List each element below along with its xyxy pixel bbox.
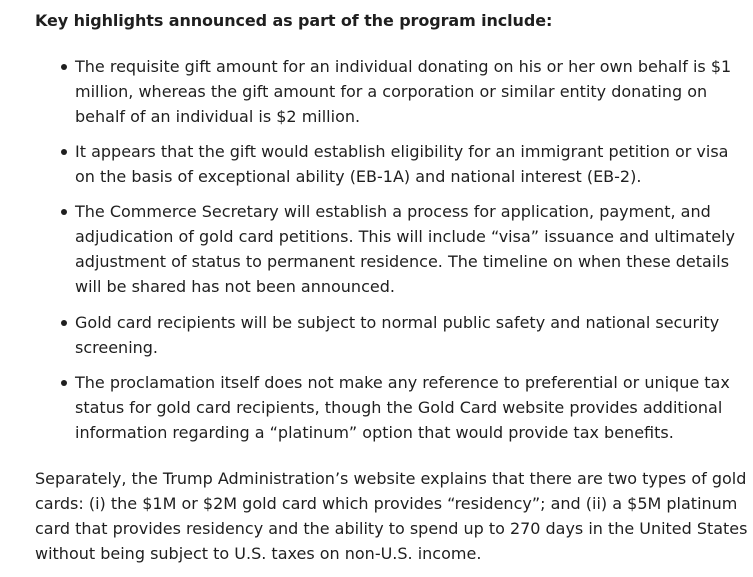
- list-item: [75, 54, 747, 129]
- section-heading: Key highlights announced as part of the program include:: [35, 11, 553, 30]
- list-item-text-line: The requisite gift amount for an individual donating on his or her own behalf is $1: [75, 57, 732, 76]
- list-item: [75, 199, 747, 299]
- list-item-text-line: status for gold card recipients, though the Gold Card website provides additional: [75, 398, 723, 417]
- list-item-text-line: behalf of an individual is $2 million.: [75, 107, 361, 126]
- list-item-text-line: The Commerce Secretary will establish a process for application, payment, and: [75, 202, 711, 221]
- list-item: [75, 310, 747, 360]
- list-item-text-line: million, whereas the gift amount for a corporation or similar entity donating on: [75, 82, 708, 101]
- list-item-text-line: on the basis of exceptional ability (EB-1A) and national interest (EB-2).: [75, 167, 642, 186]
- list-item-text-line: adjudication of gold card petitions. This will include “visa” issuance and ultimately: [75, 227, 735, 246]
- list-item-text-line: adjustment of status to permanent residence. The timeline on when these details: [75, 252, 730, 271]
- list-item-text-line: The proclamation itself does not make any reference to preferential or unique tax: [75, 373, 730, 392]
- paragraph-text-line: card that provides residency and the ability to spend up to 270 days in the United States: [35, 519, 748, 538]
- list-item-text-line: Gold card recipients will be subject to normal public safety and national security: [75, 313, 720, 332]
- list-item-text-line: information regarding a “platinum” option that would provide tax benefits.: [75, 423, 674, 442]
- paragraph-text-line: without being subject to U.S. taxes on non-U.S. income.: [35, 544, 482, 563]
- list-item: [75, 370, 747, 445]
- bullet-icon: [61, 209, 67, 215]
- list-item-text-line: It appears that the gift would establish eligibility for an immigrant petition or visa: [75, 142, 729, 161]
- bullet-icon: [61, 64, 67, 70]
- paragraph-text-line: Separately, the Trump Administration’s website explains that there are two types of gold: [35, 469, 747, 488]
- list-item: [75, 139, 747, 189]
- bullet-icon: [61, 320, 67, 326]
- paragraph-text-line: cards: (i) the $1M or $2M gold card which provides “residency”; and (ii) a $5M platinum: [35, 494, 738, 513]
- list-item-text-line: screening.: [75, 338, 159, 357]
- bullet-icon: [61, 380, 67, 386]
- body-paragraph: [35, 466, 747, 566]
- bullet-icon: [61, 149, 67, 155]
- list-item-text-line: will be shared has not been announced.: [75, 277, 395, 296]
